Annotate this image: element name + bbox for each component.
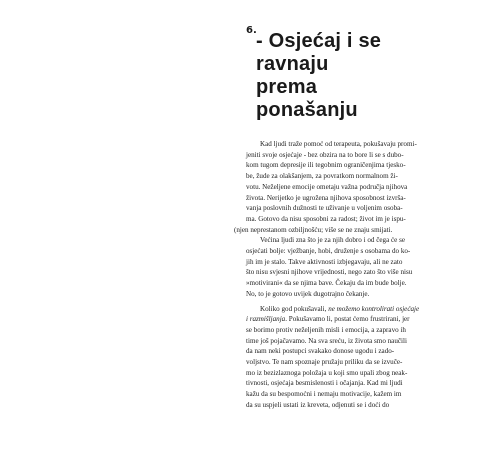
chapter-title-line: ponašanju — [256, 99, 358, 121]
text-line: time još pojačavamo. Na sva sreću, iz života smo naučili — [246, 336, 407, 345]
text-line: kom tugom depresije ili tegobnim ograničenjima tjesko- — [246, 161, 406, 170]
text-run: . Pokušavamo li, postat ćemo frustrirani, jer — [285, 315, 410, 324]
text-line: da nam neki postupci svakako donose ugodu i zado- — [246, 347, 395, 356]
text-line: jih im je stalo. Takve aktivnosti izbjegavaju, ali ne zato — [246, 257, 403, 266]
text-line: No, to je gotovo uvijek dugotrajno čekanje. — [246, 289, 370, 298]
chapter-title-line: ravnaju — [256, 53, 329, 75]
text-line: Većina ljudi zna što je za njih dobro i od čega će se — [260, 236, 405, 245]
text-line: se borimo protiv neželjenih misli i emocija, a zapravo ih — [246, 325, 406, 334]
emphasis-text: ne možemo kontrolirati osjećaje — [328, 304, 420, 313]
chapter-title-line: - Osjećaj i se — [256, 30, 382, 52]
text-line: votu. Neželjene emocije ometaju važna područja njihova — [246, 182, 408, 191]
text-line: be, žude za olakšanjem, za povratkom normalnom ži- — [246, 172, 398, 181]
text-line: »motivirani« da se njima bave. Čekaju da im bude bolje. — [246, 279, 407, 288]
body-text — [234, 139, 462, 411]
text-line: jeniti svoje osjećaje - bez obzira na to bore li se s dubo- — [246, 150, 404, 159]
chapter-title-line: prema — [256, 76, 318, 98]
emphasis-text: i razmišljanja — [246, 315, 286, 324]
text-line: mo iz bezizlaznoga položaja u koji smo upali zbog neak- — [246, 368, 408, 377]
text-line: da su uspjeli ustati iz kreveta, odjenuti se i doći do — [246, 400, 390, 409]
text-line: kažu da su bespomoćni i nemaju motivacije, kažem im — [246, 390, 402, 399]
text-line: ma. Gotovo da nisu sposobni za radost; život im je ispu- — [246, 214, 406, 223]
text-line: života. Nerijetko je ugrožena njihova sposobnost izvrša- — [246, 193, 406, 202]
chapter-title — [256, 30, 456, 122]
text-line: što nisu svjesni njihove vrijednosti, nego zato što više nisu — [246, 268, 413, 277]
text-line: osjećati bolje: vježbanje, hobi, druženje s osobama do ko- — [246, 247, 411, 256]
text-line — [246, 314, 462, 325]
text-line: (njen neprestanom ozbiljnošću; više se ne znaju smijati. — [234, 225, 393, 234]
text-line: voljstvo. Te nam spoznaje pružaju priliku da se izvuče- — [246, 358, 403, 367]
chapter-number: 6. — [246, 25, 257, 36]
text-line: Kad ljudi traže pomoć od terapeuta, pokušavaju promi- — [260, 140, 417, 148]
text-line: vanja poslovnih dužnosti te uživanje u voljenim osoba- — [246, 204, 403, 213]
text-line — [246, 304, 462, 315]
text-run: Koliko god pokušavali, — [260, 304, 329, 313]
text-line: tivnosti, osjećaja besmislenosti i očajanja. Kad mi ljudi — [246, 379, 403, 388]
